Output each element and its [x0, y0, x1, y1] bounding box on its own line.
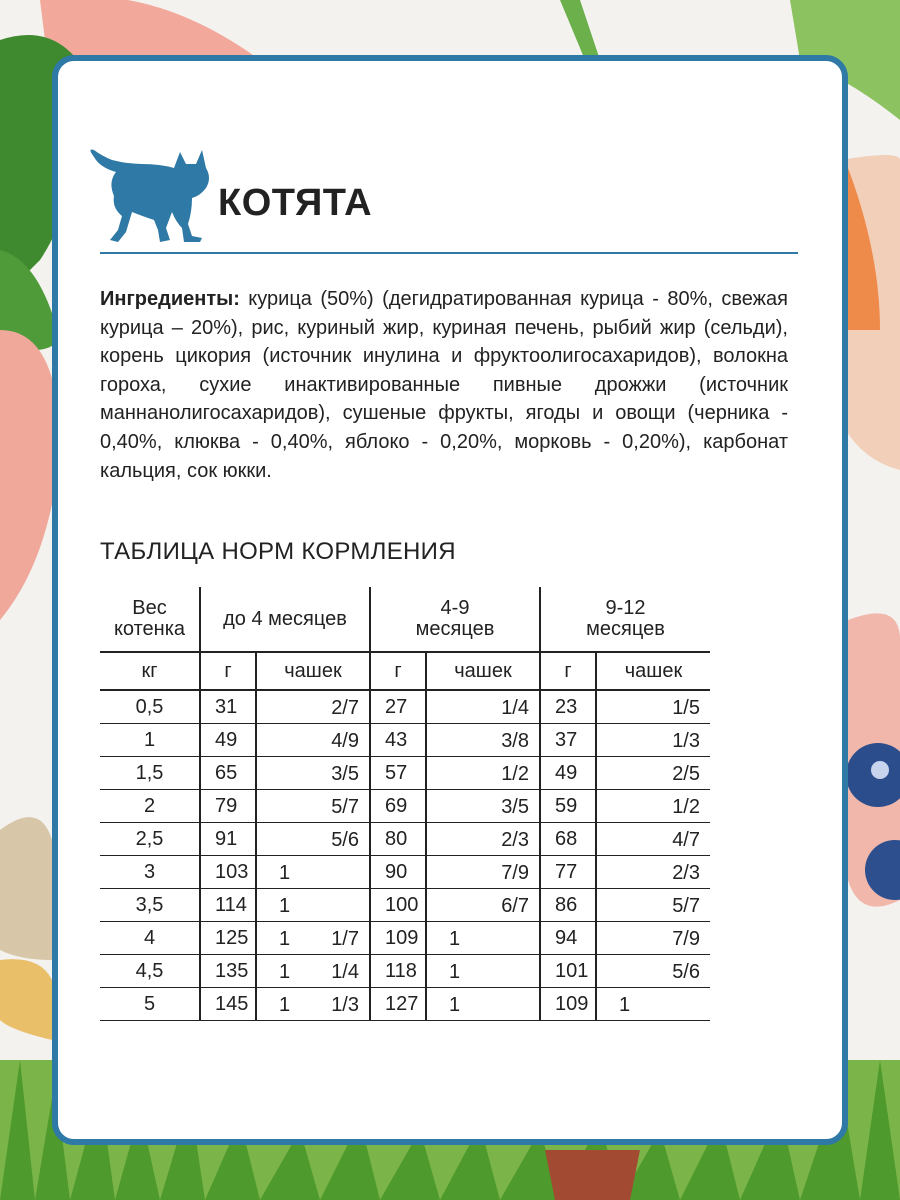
- weight-cell: 2,5: [100, 823, 200, 856]
- cups-fraction: 5/7: [331, 796, 359, 818]
- weight-cell: 3,5: [100, 889, 200, 922]
- cups-fraction: 2/7: [331, 697, 359, 719]
- feeding-table-title: ТАБЛИЦА НОРМ КОРМЛЕНИЯ: [100, 538, 456, 565]
- cups-fraction: 4/9: [331, 730, 359, 752]
- age-group-header: до 4 месяцев: [200, 587, 370, 652]
- cups-fraction: 1/3: [331, 994, 359, 1016]
- cups-cell: [596, 988, 710, 1021]
- cups-fraction: 1/4: [331, 961, 359, 983]
- table-row: [100, 988, 710, 1021]
- cups-cell: [256, 922, 370, 955]
- grams-cell: 86: [540, 889, 596, 922]
- grams-cell: 49: [540, 757, 596, 790]
- cups-cell: [256, 988, 370, 1021]
- grams-cell: 27: [370, 690, 426, 724]
- unit-header: г: [540, 652, 596, 690]
- grams-cell: 103: [200, 856, 256, 889]
- table-row: [100, 955, 710, 988]
- unit-header: чашек: [426, 652, 540, 690]
- grams-cell: 80: [370, 823, 426, 856]
- grams-cell: 109: [540, 988, 596, 1021]
- title-divider: [100, 252, 798, 254]
- weight-cell: 0,5: [100, 690, 200, 724]
- cups-cell: [256, 889, 370, 922]
- cups-cell: [426, 922, 540, 955]
- cat-silhouette-icon: [88, 142, 214, 246]
- grams-cell: 125: [200, 922, 256, 955]
- cups-whole: 1: [449, 994, 461, 1016]
- ingredients-label: Ингредиенты:: [100, 288, 240, 310]
- cups-fraction: 7/9: [501, 862, 529, 884]
- weight-cell: 4: [100, 922, 200, 955]
- cups-whole: 1: [279, 862, 291, 884]
- cups-cell: [426, 889, 540, 922]
- cups-cell: [256, 724, 370, 757]
- cups-whole: 1: [279, 961, 291, 983]
- cups-fraction: 1/7: [331, 928, 359, 950]
- cups-cell: [426, 690, 540, 724]
- grams-cell: 91: [200, 823, 256, 856]
- cups-cell: [426, 724, 540, 757]
- cups-whole: 1: [279, 895, 291, 917]
- cups-cell: [596, 823, 710, 856]
- feeding-table-body: [100, 690, 710, 1021]
- cups-fraction: 4/7: [672, 829, 700, 851]
- grams-cell: 109: [370, 922, 426, 955]
- grams-cell: 118: [370, 955, 426, 988]
- grams-cell: 101: [540, 955, 596, 988]
- grams-cell: 135: [200, 955, 256, 988]
- cups-fraction: 1/3: [672, 730, 700, 752]
- cups-cell: [426, 988, 540, 1021]
- unit-header: г: [200, 652, 256, 690]
- grams-cell: 69: [370, 790, 426, 823]
- grams-cell: 127: [370, 988, 426, 1021]
- cups-cell: [596, 790, 710, 823]
- cups-cell: [256, 757, 370, 790]
- cups-cell: [596, 690, 710, 724]
- cups-cell: [426, 823, 540, 856]
- cups-fraction: 3/8: [501, 730, 529, 752]
- table-row: [100, 889, 710, 922]
- grams-cell: 68: [540, 823, 596, 856]
- weight-cell: 2: [100, 790, 200, 823]
- cups-fraction: 2/3: [672, 862, 700, 884]
- cups-whole: 1: [449, 961, 461, 983]
- grams-cell: 145: [200, 988, 256, 1021]
- cups-fraction: 5/7: [672, 895, 700, 917]
- grams-cell: 43: [370, 724, 426, 757]
- table-row: [100, 856, 710, 889]
- cups-cell: [256, 955, 370, 988]
- weight-cell: 4,5: [100, 955, 200, 988]
- cups-fraction: 2/3: [501, 829, 529, 851]
- cups-fraction: 1/5: [672, 697, 700, 719]
- cups-fraction: 7/9: [672, 928, 700, 950]
- cups-cell: [426, 757, 540, 790]
- table-row: [100, 757, 710, 790]
- weight-cell: 3: [100, 856, 200, 889]
- table-row: [100, 823, 710, 856]
- cups-fraction: 5/6: [331, 829, 359, 851]
- grams-cell: 94: [540, 922, 596, 955]
- cups-whole: 1: [279, 994, 291, 1016]
- cups-cell: [596, 922, 710, 955]
- grams-cell: 23: [540, 690, 596, 724]
- cups-fraction: 6/7: [501, 895, 529, 917]
- cups-fraction: 2/5: [672, 763, 700, 785]
- cups-fraction: 3/5: [331, 763, 359, 785]
- table-row: [100, 790, 710, 823]
- page-title: КОТЯТА: [218, 182, 373, 224]
- cups-cell: [256, 690, 370, 724]
- weight-cell: 1,5: [100, 757, 200, 790]
- cups-fraction: 1/4: [501, 697, 529, 719]
- cups-cell: [596, 757, 710, 790]
- unit-header: кг: [100, 652, 200, 690]
- cups-fraction: 1/2: [501, 763, 529, 785]
- grams-cell: 114: [200, 889, 256, 922]
- unit-header: чашек: [256, 652, 370, 690]
- grams-cell: 49: [200, 724, 256, 757]
- weight-cell: 5: [100, 988, 200, 1021]
- cups-fraction: 3/5: [501, 796, 529, 818]
- cups-cell: [426, 955, 540, 988]
- age-group-header: 4-9 месяцев: [370, 587, 540, 652]
- cups-cell: [426, 790, 540, 823]
- grams-cell: 59: [540, 790, 596, 823]
- cups-fraction: 5/6: [672, 961, 700, 983]
- feeding-table: [100, 587, 710, 1021]
- grams-cell: 57: [370, 757, 426, 790]
- cups-cell: [426, 856, 540, 889]
- cups-cell: [256, 856, 370, 889]
- unit-header: г: [370, 652, 426, 690]
- table-row: [100, 724, 710, 757]
- grams-cell: 37: [540, 724, 596, 757]
- grams-cell: 100: [370, 889, 426, 922]
- grams-cell: 90: [370, 856, 426, 889]
- ingredients-paragraph: [100, 285, 788, 485]
- grams-cell: 77: [540, 856, 596, 889]
- grams-cell: 79: [200, 790, 256, 823]
- unit-header: чашек: [596, 652, 710, 690]
- cups-cell: [596, 889, 710, 922]
- cups-cell: [256, 823, 370, 856]
- weight-cell: 1: [100, 724, 200, 757]
- cups-cell: [596, 955, 710, 988]
- cups-cell: [596, 724, 710, 757]
- grams-cell: 31: [200, 690, 256, 724]
- cups-cell: [256, 790, 370, 823]
- ingredients-text: курица (50%) (дегидратированная курица - 80%, свежая курица – 20%), рис, куриный жир, куриная печень, рыбий жир (сельди), корень цикория (источник инулина и фруктоолигосахаридов), волокна гороха, сухие инактивированные пивные дрожжи (источник маннанолигосахаридов), сушеные фрукты, ягоды и овощи (черника - 0,40%, клюква - 0,40%, яблоко - 0,20%, морковь - 0,20%), карбонат кальция, сок юкки.: [100, 288, 788, 482]
- cups-fraction: 1/2: [672, 796, 700, 818]
- table-row: [100, 922, 710, 955]
- cups-whole: 1: [449, 928, 461, 950]
- cups-whole: 1: [619, 994, 631, 1016]
- cups-cell: [596, 856, 710, 889]
- weight-header: Вес котенка: [100, 587, 200, 652]
- age-group-header: 9-12 месяцев: [540, 587, 710, 652]
- cups-whole: 1: [279, 928, 291, 950]
- grams-cell: 65: [200, 757, 256, 790]
- table-row: [100, 690, 710, 724]
